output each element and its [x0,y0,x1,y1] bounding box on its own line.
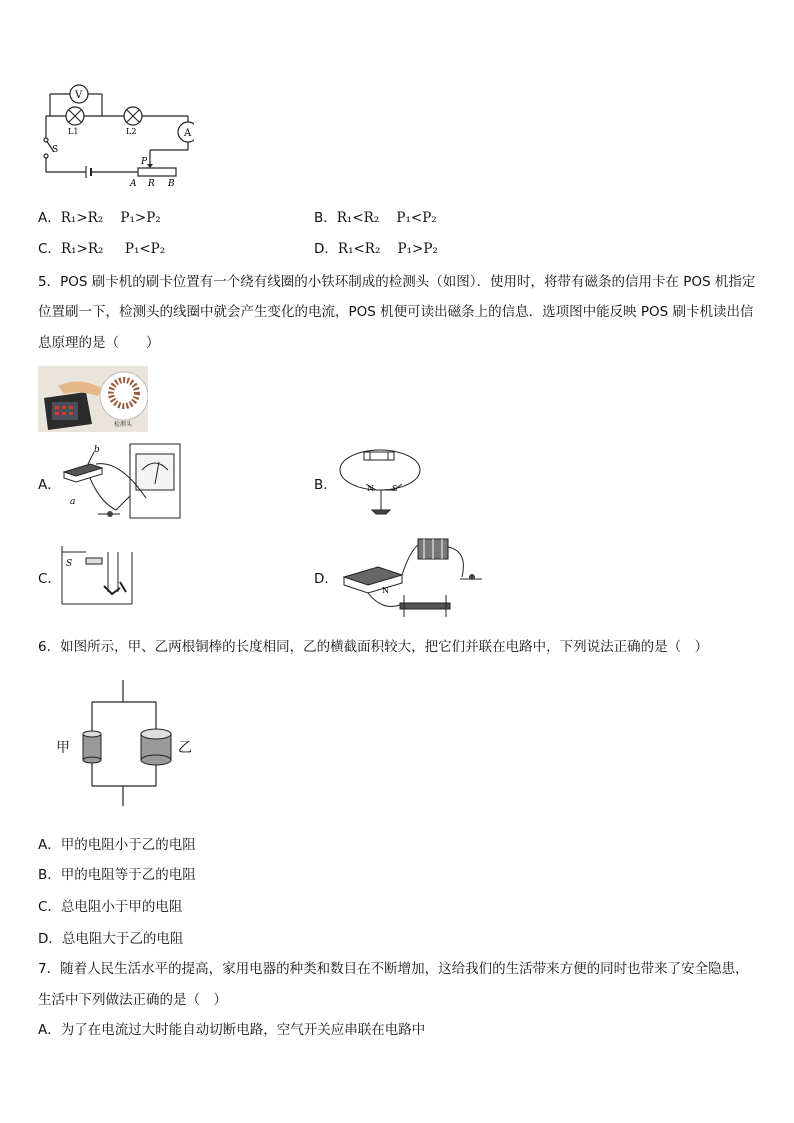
slider-label: P [141,157,148,167]
rheostat-end-a-label: A [130,179,137,189]
q5-c-label-s: S [66,559,73,569]
lamp-l1-label: L1 [68,127,79,136]
q4-option-d[interactable]: D．R₁<R₂ P₁>P₂ [314,241,438,257]
lamp-l2-label: L2 [126,127,137,136]
q5-pos-machine-photo [38,366,148,432]
rheostat-label: R [148,179,155,189]
q5-a-label-a: a [70,497,76,507]
q5-a-label-b: b [94,445,100,455]
q5-option-a-label[interactable]: A． [38,477,61,493]
q6-option-b[interactable]: B．甲的电阻等于乙的电阻 [38,867,196,883]
q5-option-c-label[interactable]: C． [38,571,61,587]
q5-d-label-n: N [382,586,389,595]
q5-option-d-figure [338,531,488,621]
rheostat-end-b-label: B [168,179,175,189]
rod-jia-cylinder [83,731,101,763]
q5-option-a-figure [60,440,184,524]
q6-option-a[interactable]: A．甲的电阻小于乙的电阻 [38,837,196,853]
q5-b-label-n: N [367,484,374,493]
q4-option-b[interactable]: B．R₁<R₂ P₁<P₂ [314,210,437,226]
q4-circuit-diagram [38,80,194,198]
q5-stem-line-3: 息原理的是（ ） [38,335,160,351]
q7-stem-line-2: 生活中下列做法正确的是（ ） [38,992,227,1008]
q7-stem-line-1: 7．随着人民生活水平的提高，家用电器的种类和数目在不断增加，这给我们的生活带来方便的同时也带来了安全隐患， [38,961,749,977]
q5-stem-line-1: 5．POS 刷卡机的刷卡位置有一个绕有线圈的小铁环制成的检测头（如图）．使用时，将带有磁条的信用卡在 POS 机指定 [38,274,756,290]
q5-option-b-figure [336,444,428,518]
q6-option-d[interactable]: D．总电阻大于乙的电阻 [38,931,184,947]
q5-stem-line-2: 位置刷一下，检测头的线圈中就会产生变化的电流，POS 机便可读出磁条上的信息．选项图中能反映 POS 刷卡机读出信 [38,304,754,320]
voltmeter-label: V [75,90,83,101]
q6-option-c[interactable]: C．总电阻小于甲的电阻 [38,899,183,915]
q4-option-a[interactable]: A．R₁>R₂ P₁>P₂ [38,210,161,226]
q5-option-c-figure [60,544,136,606]
ammeter-label: A [184,128,192,139]
rod-yi-cylinder [141,729,171,765]
q6-label-jia: 甲 [56,740,70,756]
q6-stem: 6．如图所示，甲、乙两根铜棒的长度相同，乙的横截面积较大，把它们并联在电路中，下列说法正确的是（ ） [38,639,709,655]
switch-label: S [52,145,59,155]
q5-option-d-label[interactable]: D． [314,571,338,587]
q6-label-yi: 乙 [178,740,192,756]
q5-b-label-s: S [392,484,398,493]
q4-option-c[interactable]: C．R₁>R₂ P₁<P₂ [38,241,166,257]
q5-photo-caption: 检测头 [114,421,133,428]
q5-option-b-label[interactable]: B． [314,477,337,493]
q7-option-a[interactable]: A．为了在电流过大时能自动切断电路，空气开关应串联在电路中 [38,1022,426,1038]
